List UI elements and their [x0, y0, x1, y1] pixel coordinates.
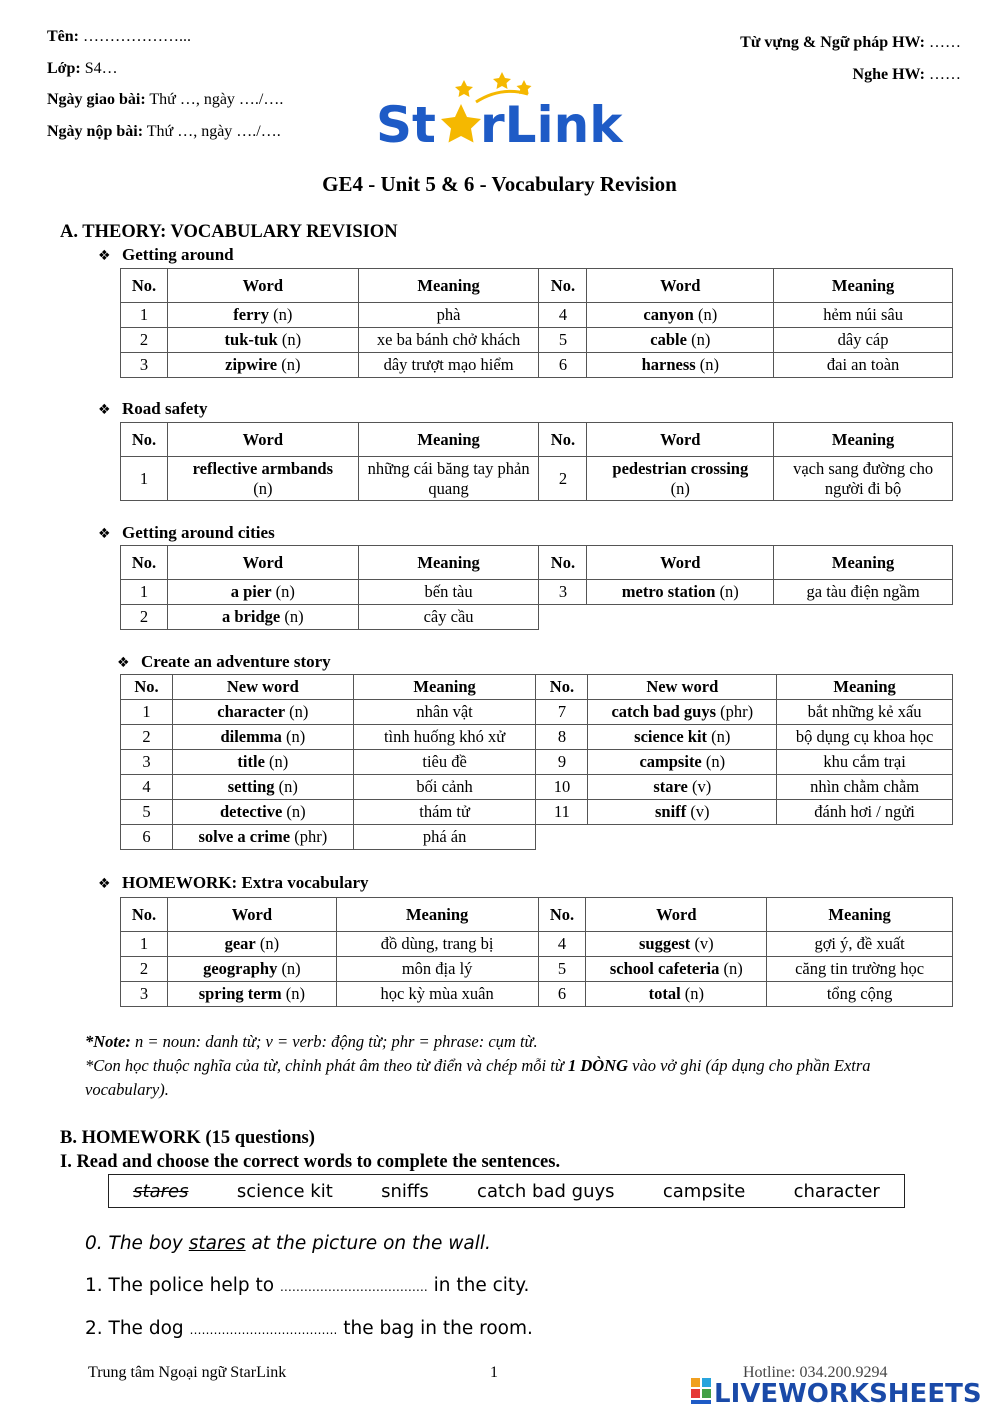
- table-row: 1 ferry (n) phà 4 canyon (n) hẻm núi sâu: [121, 303, 953, 328]
- col-word: Word: [167, 269, 358, 303]
- diamond-bullet-icon: ❖: [117, 655, 130, 671]
- table-header-row: [121, 269, 953, 303]
- name-label: Tên:: [47, 28, 79, 45]
- class-value: S4…: [80, 60, 118, 77]
- word-option: campsite: [662, 1180, 746, 1202]
- table-header-row: No. New word Meaning No. New word Meaning: [121, 675, 953, 700]
- assigned-value: Thứ …, ngày …./….: [145, 91, 284, 108]
- question-0-example: 0. The boy stares at the picture on the wall.: [85, 1233, 491, 1254]
- class-line: [47, 60, 118, 78]
- star-small-1-icon: [455, 80, 473, 97]
- assigned-line: [47, 91, 283, 109]
- due-line: [47, 123, 281, 141]
- logo-text-st: St: [376, 96, 436, 152]
- col-no: No.: [539, 269, 587, 303]
- due-value: Thứ …, ngày …./….: [143, 123, 281, 140]
- table-header-row: No. Word Meaning No. Word Meaning: [121, 423, 953, 457]
- diamond-bullet-icon: ❖: [98, 248, 111, 264]
- assigned-label: Ngày giao bài:: [47, 91, 146, 108]
- diamond-bullet-icon: ❖: [98, 526, 111, 542]
- homework-vocab-heading: ❖ HOMEWORK: Extra vocabulary: [98, 873, 369, 892]
- answer-blank-2[interactable]: ……………………………….: [189, 1323, 338, 1337]
- table-header-row: No. Word Meaning No. Word Meaning: [121, 546, 953, 580]
- getting-around-heading: ❖ Getting around: [98, 245, 234, 264]
- table-row: 3 zipwire (n) dây trượt mạo hiểm 6 harness (n) đai an toàn: [121, 353, 953, 378]
- name-value: ………………...: [79, 28, 191, 45]
- note-instructions: *Con học thuộc nghĩa của từ, chỉnh phát âm theo từ điển và chép mỗi từ 1 DÒNG vào vở ghi (áp dụng cho phần Extra vocabulary).: [85, 1056, 871, 1099]
- diamond-bullet-icon: ❖: [98, 402, 111, 418]
- logo-star-icon: [441, 104, 481, 143]
- table-header-row: No. Word Meaning No. Word Meaning: [121, 898, 953, 932]
- starlink-logo: [376, 72, 626, 152]
- table-row: 6 solve a crime (phr) phá án: [121, 825, 953, 850]
- diamond-bullet-icon: ❖: [98, 876, 111, 892]
- word-option: catch bad guys: [477, 1180, 615, 1202]
- due-label: Ngày nộp bài:: [47, 123, 144, 140]
- adventure-heading: ❖ Create an adventure story: [117, 652, 331, 671]
- note-abbreviations: *Note: n = noun: danh từ; v = verb: động từ; phr = phrase: cụm từ.: [85, 1032, 538, 1051]
- part-i-instructions: I. Read and choose the correct words to complete the sentences.: [60, 1152, 561, 1172]
- col-meaning: Meaning: [358, 269, 539, 303]
- road-safety-heading: ❖ Road safety: [98, 399, 208, 418]
- col-word: Word: [587, 269, 774, 303]
- homework-vocab-table: [120, 897, 953, 1007]
- example-answer: stares: [188, 1233, 246, 1254]
- adventure-table: [120, 674, 953, 850]
- col-no: No.: [121, 269, 168, 303]
- footer-center-name: Trung tâm Ngoại ngữ StarLink: [88, 1364, 287, 1381]
- road-safety-table: [120, 422, 953, 501]
- liveworksheets-watermark: [690, 1372, 990, 1408]
- answer-blank-1[interactable]: ……………………………….: [279, 1280, 428, 1294]
- cities-table: [120, 545, 953, 630]
- table-row: 3 spring term (n) học kỳ mùa xuân 6 total (n) tổng cộng: [121, 982, 953, 1007]
- table-row: 2 a bridge (n) cây cầu: [121, 605, 953, 630]
- cities-heading: ❖ Getting around cities: [98, 523, 275, 542]
- table-row: 2 dilemma (n) tình huống khó xử 8 science kit (n) bộ dụng cụ khoa học: [121, 725, 953, 750]
- hw-listen-value: ……: [925, 66, 961, 83]
- section-b-heading: B. HOMEWORK (15 questions): [60, 1128, 315, 1148]
- getting-around-table: [120, 268, 953, 378]
- word-option: science kit: [236, 1180, 333, 1202]
- table-row: 2 geography (n) môn địa lý 5 school cafeteria (n) căng tin trường học: [121, 957, 953, 982]
- table-row: 3 title (n) tiêu đề 9 campsite (n) khu cắm trại: [121, 750, 953, 775]
- hw-vocab-line: [740, 34, 961, 52]
- table-row: 1 a pier (n) bến tàu 3 metro station (n) ga tàu điện ngầm: [121, 580, 953, 605]
- word-box: [108, 1174, 905, 1208]
- hw-listen-line: [853, 66, 961, 84]
- star-small-2-icon: [493, 72, 511, 89]
- word-option: stares: [133, 1180, 189, 1202]
- question-1: 1. The police help to ………………………………. in the city.: [85, 1275, 530, 1296]
- hw-listen-label: Nghe HW:: [852, 66, 925, 83]
- table-row: 1 reflective armbands (n) những cái băng tay phản quang 2 pedestrian crossing (n) vạch sang đường cho người đi bộ: [121, 457, 953, 501]
- footer-page-number: 1: [490, 1364, 498, 1381]
- logo-text-rlink: rLink: [480, 96, 623, 152]
- hw-vocab-value: ……: [925, 34, 961, 51]
- class-label: Lớp:: [47, 60, 81, 77]
- section-a-heading: A. THEORY: VOCABULARY REVISION: [60, 222, 398, 242]
- table-row: 1 gear (n) đồ dùng, trang bị 4 suggest (v) gợi ý, đề xuất: [121, 932, 953, 957]
- watermark-text: LIVEWORKSHEETS: [714, 1379, 982, 1408]
- table-row: 5 detective (n) thám tử 11 sniff (v) đánh hơi / ngửi: [121, 800, 953, 825]
- word-option: character: [793, 1180, 880, 1202]
- word-option: sniffs: [381, 1180, 429, 1202]
- name-line: [47, 28, 191, 46]
- question-2: 2. The dog ………………………………. the bag in the room.: [85, 1318, 533, 1339]
- document-title: GE4 - Unit 5 & 6 - Vocabulary Revision: [322, 172, 677, 196]
- col-meaning: Meaning: [774, 269, 953, 303]
- footer-hotline: Hotline: 034.200.9294: [743, 1364, 888, 1381]
- hw-vocab-label: Từ vựng & Ngữ pháp HW:: [740, 34, 925, 51]
- table-row: 2 tuk-tuk (n) xe ba bánh chở khách 5 cable (n) dây cáp: [121, 328, 953, 353]
- table-row: 4 setting (n) bối cảnh 10 stare (v) nhìn chằm chằm: [121, 775, 953, 800]
- table-row: 1 character (n) nhân vật 7 catch bad guys (phr) bắt những kẻ xấu: [121, 700, 953, 725]
